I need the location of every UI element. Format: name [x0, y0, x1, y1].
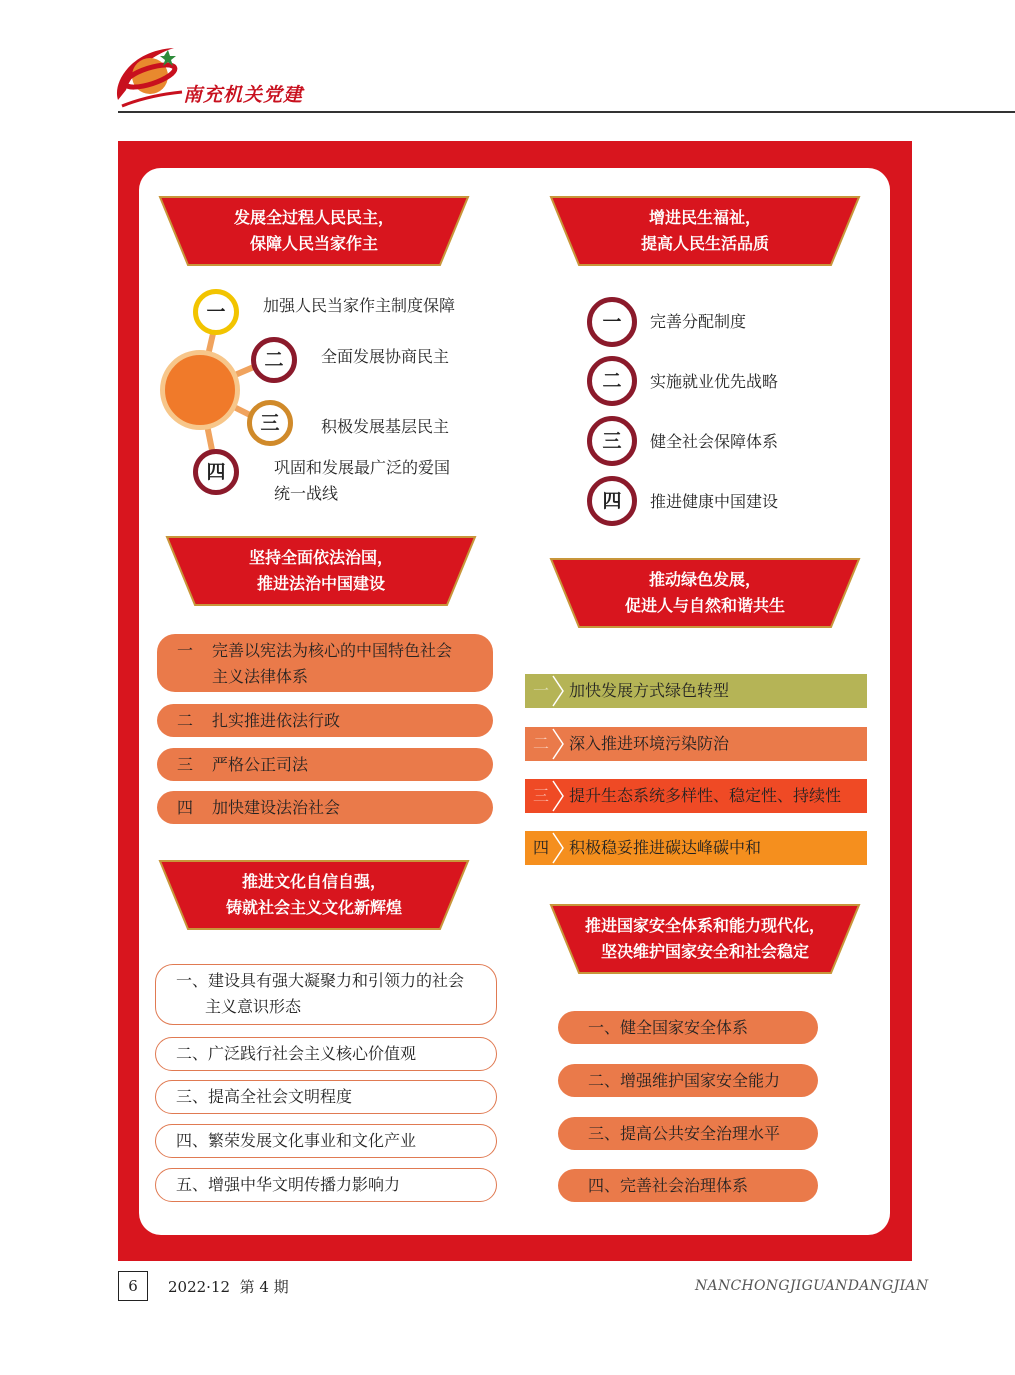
hub-circle [160, 350, 240, 430]
item-text: 加快建设法治社会 [212, 798, 341, 817]
item-text: 加快发展方式绿色转型 [569, 681, 730, 700]
chevron-right-icon [551, 831, 565, 865]
list-item [155, 1124, 497, 1158]
item-text: 完善分配制度 [650, 312, 747, 331]
item-line1: 完善以宪法为核心的中国特色社会 [212, 641, 453, 660]
item-num: 一 [177, 641, 194, 660]
list-item [155, 1080, 497, 1114]
item-num: 三 [533, 786, 550, 805]
list-item [558, 1064, 818, 1097]
item-line2: 主义法律体系 [212, 667, 309, 686]
list-item [157, 791, 493, 824]
list-item [525, 779, 867, 813]
item-text: 五、增强中华文明传播力影响力 [176, 1175, 401, 1194]
banner-line2: 铸就社会主义文化新辉煌 [225, 898, 402, 917]
list-item [525, 727, 867, 761]
banner-line2: 坚决维护国家安全和社会稳定 [600, 942, 809, 961]
num-circle: 四 [587, 476, 637, 526]
banner-line2: 保障人民当家作主 [249, 234, 378, 253]
item-text: 四、完善社会治理体系 [588, 1176, 749, 1195]
list-item [558, 1169, 818, 1202]
chevron-right-icon [551, 727, 565, 761]
item-text [274, 455, 450, 507]
logo [112, 42, 192, 112]
issue-label: 2022·12 第 4 期 [168, 1278, 289, 1296]
item-num: 一 [533, 681, 550, 700]
banner-line1: 推动绿色发展， [648, 570, 761, 589]
banner-culture [158, 859, 470, 931]
chevron-right-icon [551, 779, 565, 813]
item-text: 深入推进环境污染防治 [569, 734, 730, 753]
header-rule [118, 111, 1015, 113]
item-text: 一、健全国家安全体系 [588, 1018, 749, 1037]
item-text: 二、增强维护国家安全能力 [588, 1071, 781, 1090]
page-number: 6 [118, 1271, 148, 1301]
item-text: 扎实推进依法行政 [212, 711, 341, 730]
item-text: 三、提高全社会文明程度 [176, 1087, 353, 1106]
item-text: 健全社会保障体系 [650, 432, 779, 451]
list-item [525, 831, 867, 865]
brand-title: 南充机关党建 [183, 84, 304, 106]
journal-name-en: NANCHONGJIGUANDANGJIAN [695, 1278, 929, 1294]
banner-line2: 推进法治中国建设 [256, 574, 385, 593]
banner-line1: 发展全过程人民民主， [233, 208, 394, 227]
item-num: 二 [533, 734, 550, 753]
item-num: 四 [177, 798, 194, 817]
num-circle: 二 [251, 337, 297, 383]
banner-line1: 坚持全面依法治国， [248, 548, 393, 567]
num-circle: 四 [193, 449, 239, 495]
item-text: 加强人民当家作主制度保障 [263, 296, 456, 315]
item-text: 推进健康中国建设 [650, 492, 779, 511]
item-text: 四、繁荣发展文化事业和文化产业 [176, 1131, 417, 1150]
banner-democracy [158, 195, 470, 267]
item-text: 三、提高公共安全治理水平 [588, 1124, 781, 1143]
banner-line2: 提高人民生活品质 [640, 234, 769, 253]
banner-rule-of-law [165, 535, 477, 607]
item-line2: 统一战线 [274, 484, 339, 503]
item-text: 二、广泛践行社会主义核心价值观 [176, 1044, 417, 1063]
list-item [157, 748, 493, 781]
item-line1: 一、建设具有强大凝聚力和引领力的社会 [176, 971, 465, 990]
item-text: 提升生态系统多样性、稳定性、持续性 [569, 786, 842, 805]
item-num: 四 [533, 838, 550, 857]
item-num: 二 [177, 711, 194, 730]
num-circle: 一 [193, 289, 239, 335]
list-item [155, 964, 497, 1025]
list-item [157, 634, 493, 692]
item-text: 严格公正司法 [212, 755, 309, 774]
banner-livelihood [549, 195, 861, 267]
list-item [155, 1168, 497, 1202]
list-item [558, 1117, 818, 1150]
list-item [558, 1011, 818, 1044]
banner-line1: 增进民生福祉， [648, 208, 761, 227]
num-circle: 三 [247, 400, 293, 446]
banner-green [549, 557, 861, 629]
item-line1: 巩固和发展最广泛的爱国 [274, 458, 451, 477]
num-circle: 一 [587, 297, 637, 347]
banner-line2: 促进人与自然和谐共生 [624, 596, 785, 615]
num-circle: 二 [587, 356, 637, 406]
item-text: 全面发展协商民主 [321, 347, 450, 366]
list-item [155, 1037, 497, 1071]
banner-line1: 推进文化自信自强， [241, 872, 386, 891]
chevron-right-icon [551, 674, 565, 708]
item-line2: 主义意识形态 [205, 997, 302, 1016]
list-item [525, 674, 867, 708]
item-text: 实施就业优先战略 [650, 372, 779, 391]
item-text: 积极稳妥推进碳达峰碳中和 [569, 838, 762, 857]
num-circle: 三 [587, 416, 637, 466]
banner-security [549, 903, 861, 975]
list-item [157, 704, 493, 737]
banner-line1: 推进国家安全体系和能力现代化， [584, 916, 825, 935]
item-num: 三 [177, 755, 194, 774]
item-text: 积极发展基层民主 [321, 417, 450, 436]
